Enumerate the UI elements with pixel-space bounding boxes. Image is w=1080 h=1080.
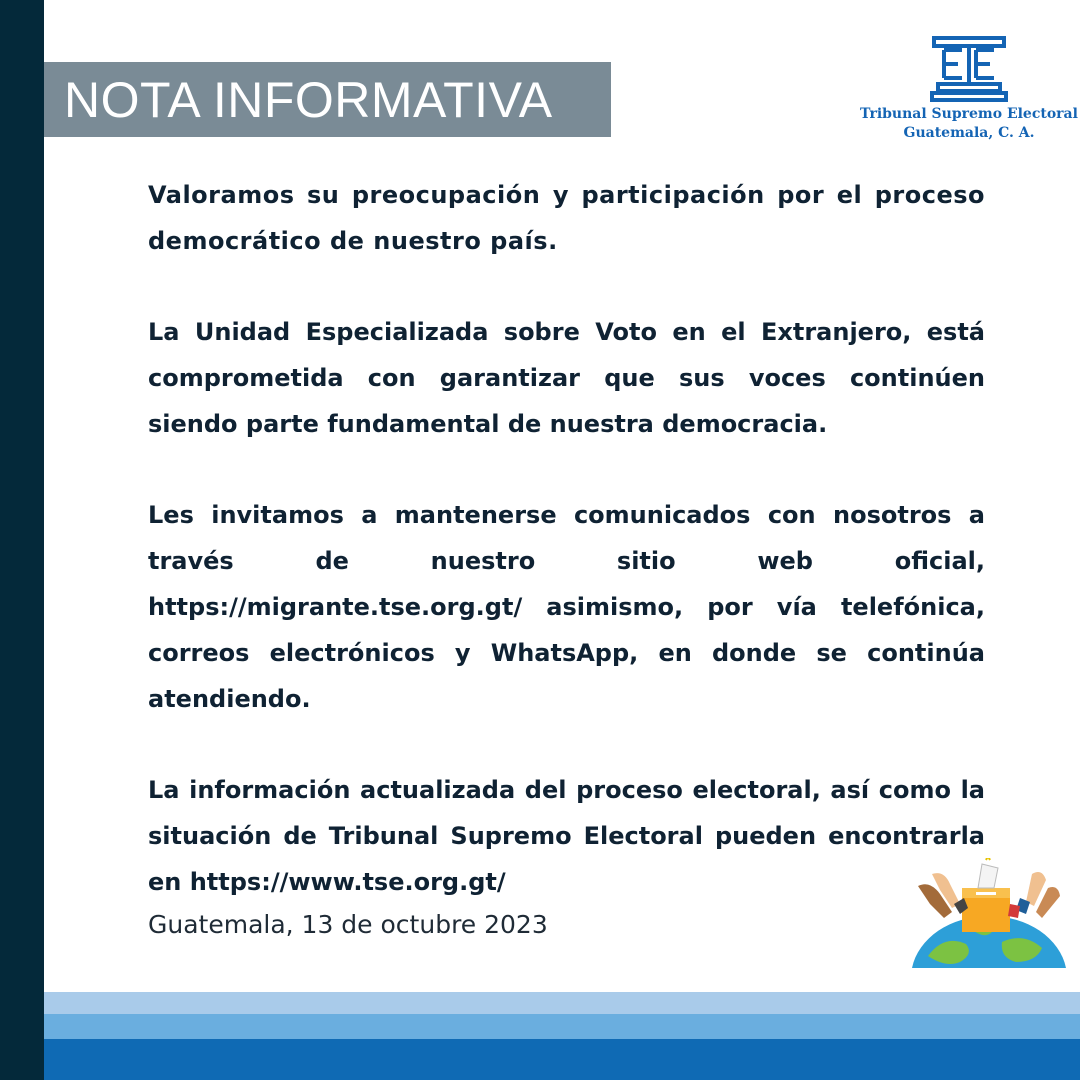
tse-emblem-icon (928, 36, 1010, 104)
footer-stripe-light (44, 992, 1080, 1014)
date-line: Guatemala, 13 de octubre 2023 (148, 910, 548, 939)
left-side-bar (0, 0, 44, 1080)
illustration (910, 858, 1070, 970)
globe-ballot-box-hands-icon (910, 858, 1070, 970)
paragraph-3: Les invitamos a mantenerse comunicados con nosotros a través de nuestro sitio web oficial, https://migrante.tse.org.gt/ asimismo, por vía telefónica, correos electrónicos y WhatsApp, en donde se continúa atendiendo. (148, 501, 985, 713)
page-title-banner (44, 62, 611, 137)
notice-body (148, 172, 985, 950)
paragraph-2: La Unidad Especializada sobre Voto en el Extranjero, está comprometida con garantizar que sus voces continúen siendo parte fundamental de nuestra democracia. (148, 318, 985, 438)
footer-stripe-mid (44, 1014, 1080, 1039)
logo-name-line1: Tribunal Supremo Electoral (860, 106, 1078, 122)
page-title: NOTA INFORMATIVA (64, 71, 553, 128)
logo-name-line2: Guatemala, C. A. (903, 125, 1035, 141)
paragraph-1: Valoramos su preocupación y participación por el proceso democrático de nuestro país. (148, 181, 985, 255)
footer-stripe-dark (44, 1039, 1080, 1080)
paragraph-4: La información actualizada del proceso electoral, así como la situación de Tribunal Supremo Electoral pueden encontrarla en https://www.tse.org.gt/ (148, 776, 985, 896)
tse-logo (858, 36, 1080, 146)
